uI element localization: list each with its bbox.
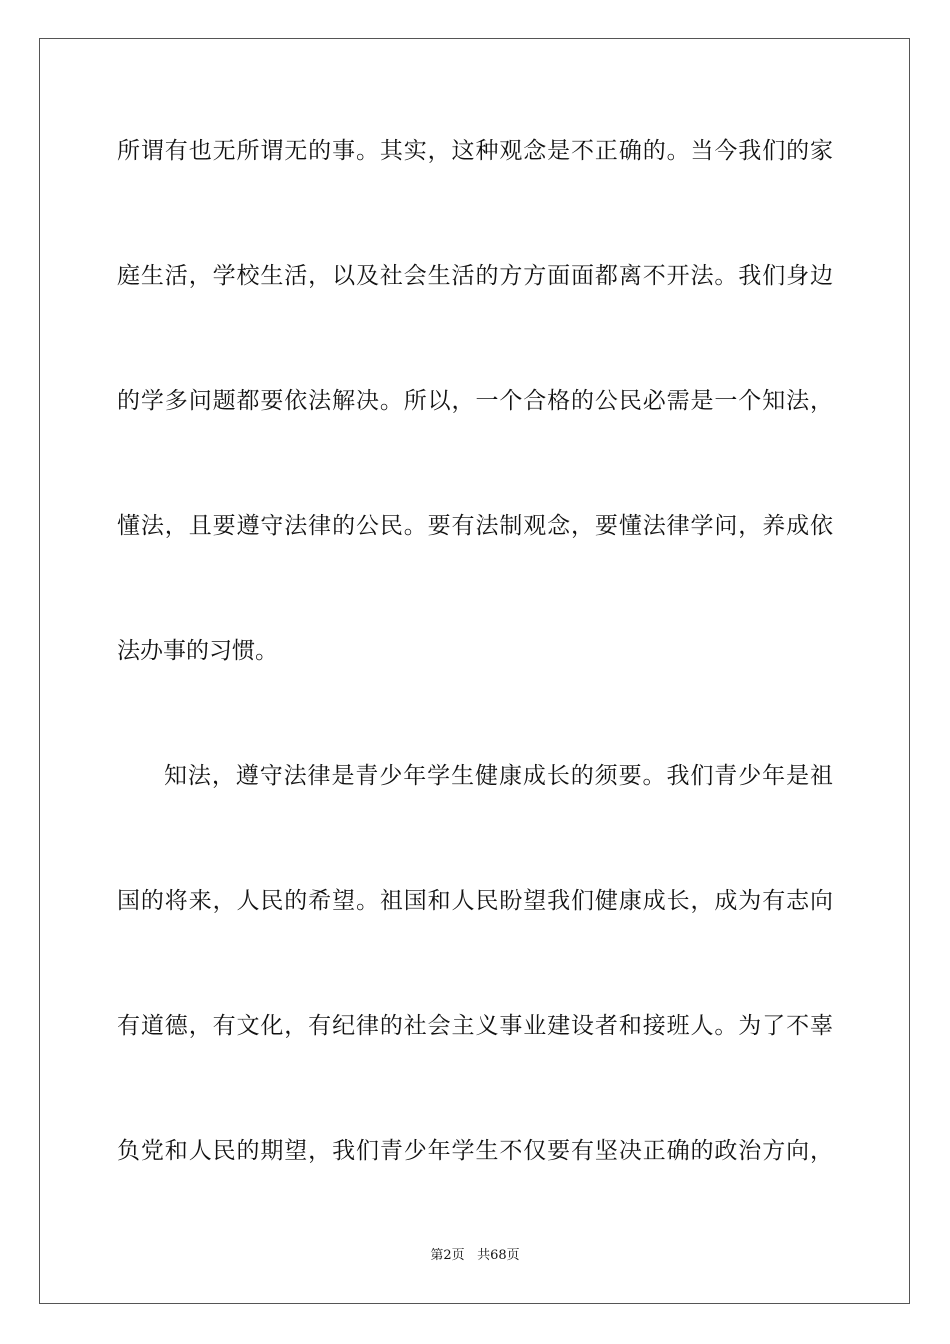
paragraph-line: 所谓有也无所谓无的事。其实，这种观念是不正确的。当今我们的家: [117, 138, 833, 164]
page-footer: [0, 1247, 950, 1265]
paragraph-line: 懂法，且要遵守法律的公民。要有法制观念，要懂法律学问，养成依: [117, 513, 833, 539]
paragraph-line: 的学多问题都要依法解决。所以，一个合格的公民必需是一个知法，: [117, 388, 833, 414]
paragraph-line: 负党和人民的期望，我们青少年学生不仅要有坚决正确的政治方向，: [117, 1138, 833, 1164]
page-frame: [39, 38, 910, 1304]
paragraph-line: 法办事的习惯。: [117, 638, 278, 664]
page-number: 第2页: [430, 1248, 465, 1263]
page-total: 共68页: [477, 1248, 520, 1263]
paragraph-line: 知法，遵守法律是青少年学生健康成长的须要。我们青少年是祖: [164, 763, 833, 789]
paragraph-line: 国的将来，人民的希望。祖国和人民盼望我们健康成长，成为有志向: [117, 888, 833, 914]
paragraph-line: 庭生活，学校生活，以及社会生活的方方面面都离不开法。我们身边: [117, 263, 833, 289]
paragraph-line: 有道德，有文化，有纪律的社会主义事业建设者和接班人。为了不辜: [117, 1013, 833, 1039]
